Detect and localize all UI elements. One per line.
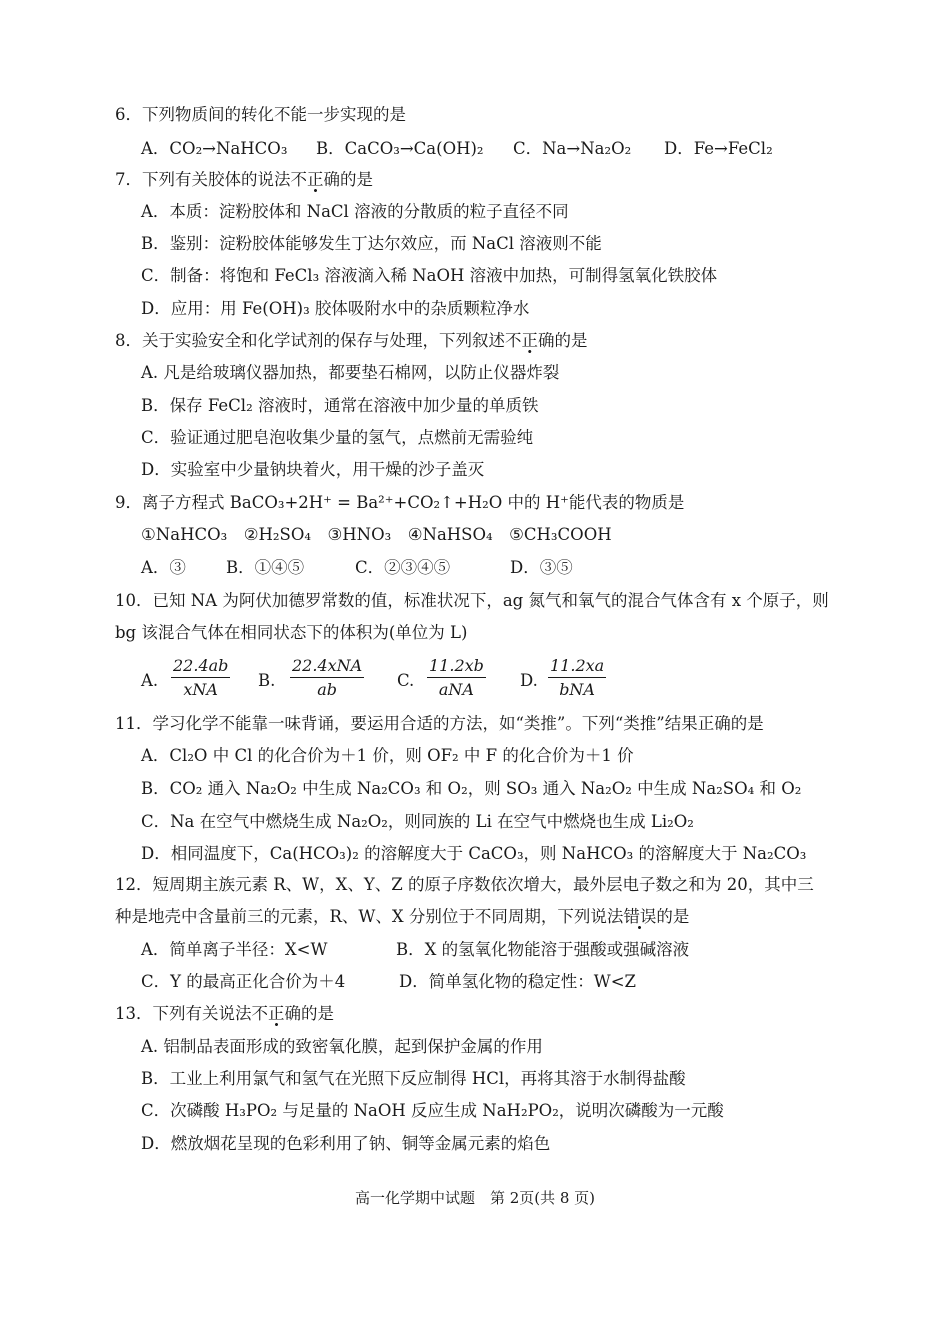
q8-stem-end: 的是 [554,331,588,350]
q13-option-b: B．工业上利用氯气和氢气在光照下反应制得 HCl，再将其溶于水制得盐酸 [141,1069,686,1088]
q8-emphasis: 不正确 [505,331,555,354]
option-label: B. [258,671,276,690]
q8-option-c: C．验证通过肥皂泡收集少量的氢气，点燃前无需验纯 [141,428,534,447]
q12-stem-line1: 12．短周期主族元素 R、W，X、Y、Z 的原子序数依次增大，最外层电子数之和为 20，其中三 [115,875,814,894]
q12-stem-end: 的是 [656,907,690,926]
q6-option-a: A．CO₂→NaHCO₃ [141,139,288,158]
q12-option-c: C．Y 的最高正化合价为＋4 [141,972,346,991]
q7-option-a: A．本质：淀粉胶体和 NaCl 溶液的分散质的粒子直径不同 [141,202,569,221]
q10-stem-line1: 10．已知 NA 为阿伏加德罗常数的值，标准状况下，ag 氮气和氧气的混合气体含有 x 个原子，则 [115,591,829,610]
q11-option-d: D．相同温度下，Ca(HCO₃)₂ 的溶解度大于 CaCO₃，则 NaHCO₃ 的溶解度大于 Na₂CO₃ [141,844,807,863]
q7-option-b: B．鉴别：淀粉胶体能够发生丁达尔效应，而 NaCl 溶液则不能 [141,234,602,253]
option-label: D. [520,671,538,690]
page-footer: 高一化学期中试题 第 2页(共 8 页) [354,1189,596,1207]
q7-option-d: D．应用：用 Fe(OH)₃ 胶体吸附水中的杂质颗粒净水 [141,299,530,318]
q10-stem-line2: bg 该混合气体在相同状态下的体积为(单位为 L) [115,623,468,642]
q11-option-c: C．Na 在空气中燃烧生成 Na₂O₂，则同族的 Li 在空气中燃烧也生成 Li₂O₂ [141,812,694,831]
q12-option-b: B．X 的氢氧化物能溶于强酸或强碱溶液 [396,940,690,959]
fraction [548,656,606,699]
fraction-numerator: 11.2xb [429,656,484,675]
q13-stem-text: 13．下列有关说法 [115,1004,252,1023]
q13-emphasis: 不正确 [252,1004,302,1027]
fraction-numerator: 22.4ab [173,656,229,675]
q11-stem: 11．学习化学不能靠一味背诵，要运用合适的方法，如“类推”。下列“类推”结果正确的是 [115,714,764,733]
q8-stem-text: 8．关于实验安全和化学试剂的保存与处理，下列叙述 [115,331,505,350]
q13-option-d: D．燃放烟花呈现的色彩利用了钠、铜等金属元素的焰色 [141,1134,551,1153]
q9-option-b: B．①④⑤ [226,558,305,577]
fraction [427,656,486,699]
q12-option-a: A．简单离子半径：X<W [141,940,328,959]
q13-stem [115,1003,334,1025]
q13-stem-end: 的是 [301,1004,334,1023]
option-label: C. [397,671,415,690]
q12-stem-line2 [115,906,689,928]
q8-option-d: D．实验室中少量钠块着火，用干燥的沙子盖灭 [141,460,485,479]
q7-emphasis: 不正确 [291,170,341,193]
fraction-denominator: aNA [427,677,486,699]
q12-stem-text: 种是地壳中含量前三的元素，R、W、X 分别位于不同周期，下列说法 [115,907,624,926]
q7-stem [115,169,373,191]
fraction-numerator: 22.4xNA [292,656,363,675]
option-label: A. [141,671,159,690]
q7-stem-text: 7．下列有关胶体的说法 [115,170,291,189]
q8-option-b: B．保存 FeCl₂ 溶液时，通常在溶液中加少量的单质铁 [141,396,539,415]
q7-stem-end: 的是 [340,170,373,189]
fraction [171,656,230,699]
q6-option-b: B．CaCO₃→Ca(OH)₂ [316,139,484,158]
q6-option-c: C．Na→Na₂O₂ [513,139,632,158]
q9-option-a: A．③ [141,558,186,577]
q9-option-d: D．③⑤ [510,558,573,577]
q8-stem [115,330,588,352]
fraction-denominator: ab [290,677,364,699]
q11-option-b: B．CO₂ 通入 Na₂O₂ 中生成 Na₂CO₃ 和 O₂，则 SO₃ 通入 Na₂O₂ 中生成 Na₂SO₄ 和 O₂ [141,779,802,798]
fraction-denominator: xNA [171,677,230,699]
q11-option-a: A．Cl₂O 中 Cl 的化合价为＋1 价，则 OF₂ 中 F 的化合价为＋1 价 [141,746,634,765]
q6-option-d: D．Fe→FeCl₂ [664,139,773,158]
q12-emphasis: 错误 [623,907,656,930]
q9-substances: ①NaHCO₃ ②H₂SO₄ ③HNO₃ ④NaHSO₄ ⑤CH₃COOH [141,525,612,544]
fraction [290,656,364,699]
q13-option-c: C．次磷酸 H₃PO₂ 与足量的 NaOH 反应生成 NaH₂PO₂，说明次磷酸为一元酸 [141,1101,724,1120]
q6-stem: 6．下列物质间的转化不能一步实现的是 [115,105,406,124]
q7-option-c: C．制备：将饱和 FeCl₃ 溶液滴入稀 NaOH 溶液中加热，可制得氢氧化铁胶体 [141,266,718,285]
q13-option-a: A. 铝制品表面形成的致密氧化膜，起到保护金属的作用 [141,1037,543,1056]
q9-stem: 9．离子方程式 BaCO₃+2H⁺ = Ba²⁺+CO₂↑+H₂O 中的 H⁺能代表的物质是 [115,493,685,512]
q9-option-c: C．②③④⑤ [355,558,451,577]
q8-option-a: A. 凡是给玻璃仪器加热，都要垫石棉网，以防止仪器炸裂 [141,363,560,382]
q12-option-d: D．简单氢化物的稳定性：W<Z [399,972,636,991]
fraction-denominator: bNA [548,677,606,699]
fraction-numerator: 11.2xa [550,656,605,675]
